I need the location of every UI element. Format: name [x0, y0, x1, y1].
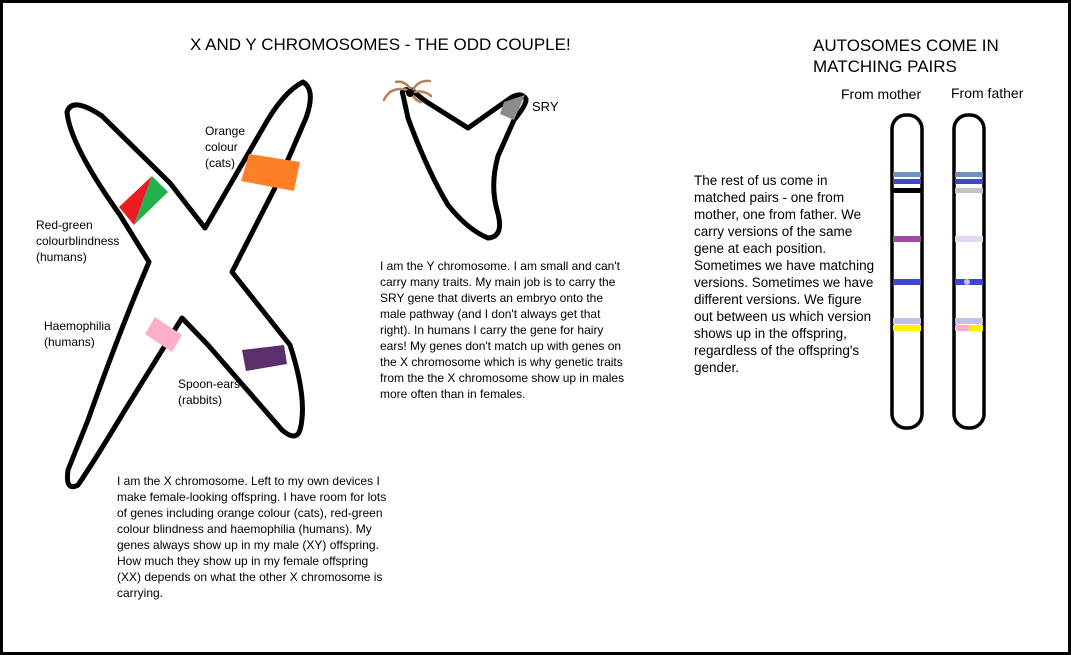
mother-band — [893, 179, 921, 184]
mother-band — [893, 279, 921, 285]
from-mother-label: From mother — [841, 86, 922, 102]
father-band — [955, 325, 969, 331]
father-band — [955, 318, 983, 324]
redgreen-colourblindness-label: Red-green colourblindness (humans) — [36, 218, 120, 264]
mother-band — [893, 188, 921, 193]
father-band — [969, 325, 983, 331]
page-title: X AND Y CHROMOSOMES - THE ODD COUPLE! — [190, 35, 571, 54]
mother-band — [893, 172, 921, 177]
sry-label: SRY — [532, 99, 559, 114]
autosome-mother — [892, 115, 922, 428]
autosome-mother-outline — [892, 115, 922, 428]
autosomes-heading: AUTOSOMES COME IN MATCHING PAIRS — [813, 36, 999, 76]
father-band-dot — [964, 279, 970, 285]
father-band — [955, 188, 983, 193]
spoon-ears-label: Spoon-ears (rabbits) — [178, 377, 241, 407]
father-band — [955, 172, 983, 177]
x-chromosome-outline — [67, 82, 310, 487]
autosomes-description: The rest of us come in matched pairs - one from mother, one from father. We carry versions of the same gene at each position. Sometimes we have matching versions. Sometimes we have different versions. We figure out between us which version shows up in the offspring, regardless of the offspring's gender. — [694, 173, 875, 375]
mother-band — [893, 318, 921, 324]
y-centromere-dot — [406, 89, 414, 97]
autosome-father — [954, 115, 984, 428]
y-chromosome-description: I am the Y chromosome. I am small and can't carry many traits. My main job is to carry the SRY gene that diverts an embryo onto the male pathway (and I don't always get that right). In humans I carry the gene for hairy ears! My genes don't match up with genes on the X chromosome which is why genetic traits from the the X chromosome show up in males more often than in females. — [380, 259, 625, 401]
orange-colour-label: Orange colour (cats) — [205, 124, 246, 170]
mother-band — [893, 325, 921, 331]
x-chromosome-description: I am the X chromosome. Left to my own devices I make female-looking offspring. I have room for lots of genes including orange colour (cats), red-green colour blindness and haemophilia (humans). My genes always show up in my male (XY) offspring. How much they show up in my female offspring (XX) depends on what the other X chromosome is carrying. — [117, 474, 387, 600]
x-chromosome — [67, 82, 310, 487]
father-band — [955, 236, 983, 242]
y-chromosome — [384, 81, 526, 238]
from-father-label: From father — [951, 85, 1024, 101]
autosome-father-outline — [954, 115, 984, 428]
haemophilia-label: Haemophilia (humans) — [44, 319, 111, 349]
father-band — [955, 179, 983, 184]
mother-band — [893, 236, 921, 242]
